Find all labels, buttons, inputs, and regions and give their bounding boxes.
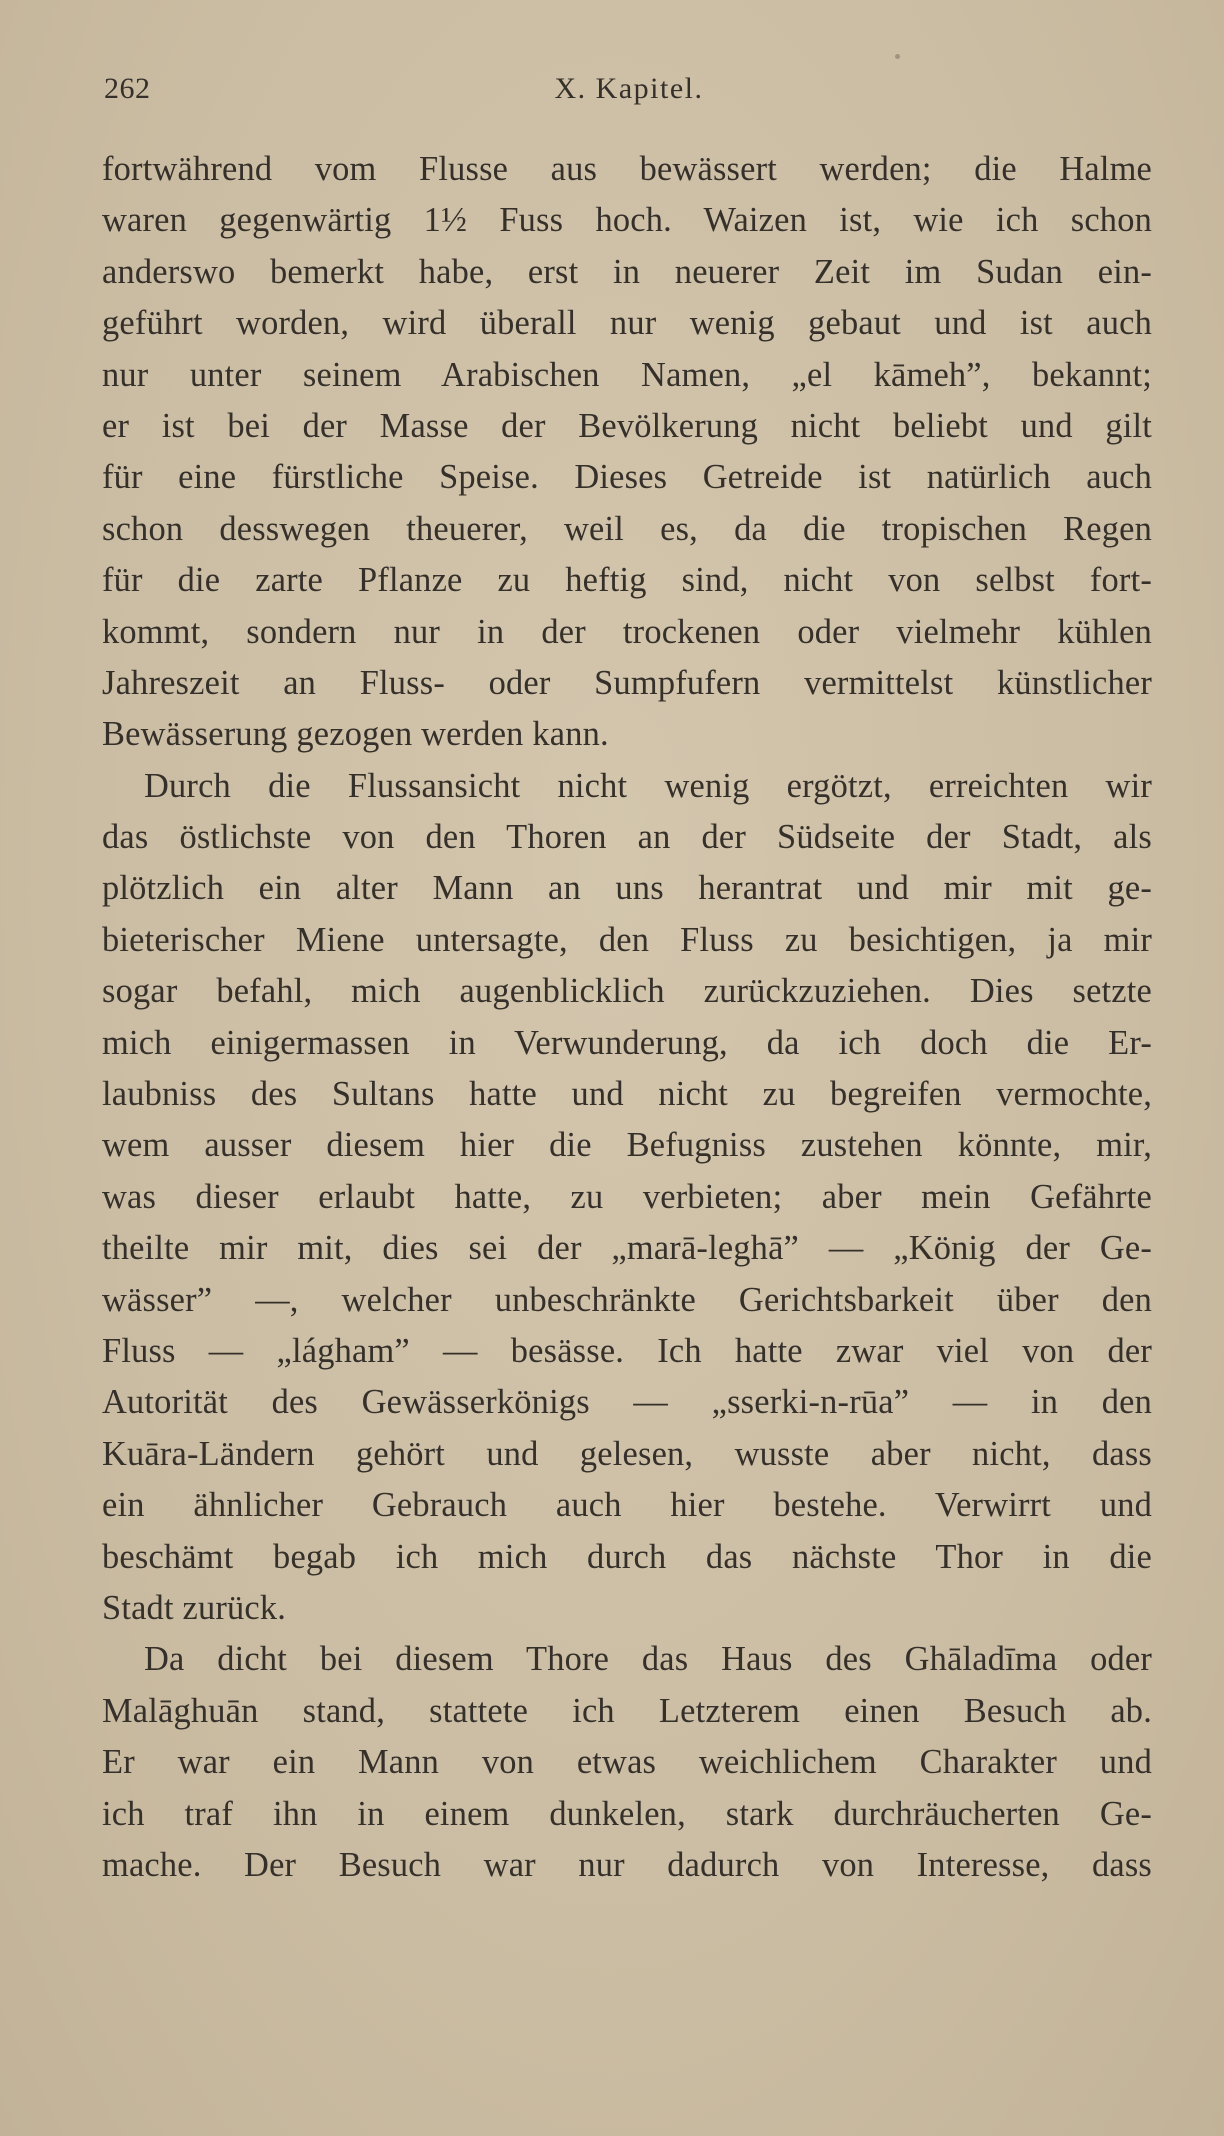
text-line: Er war ein Mann von etwas weichlichem Charakter und <box>102 1743 1152 1782</box>
text-line: Kuāra-Ländern gehört und gelesen, wusste aber nicht, dass <box>102 1434 1152 1473</box>
paragraph <box>102 144 1152 761</box>
text-line: wem ausser diesem hier die Befugniss zustehen könnte, mir, <box>102 1126 1152 1165</box>
page-header <box>104 72 1154 122</box>
text-line: plötzlich ein alter Mann an uns herantrat und mir mit ge- <box>102 869 1152 908</box>
text-line: Stadt zurück. <box>102 1588 287 1627</box>
text-line: fortwährend vom Flusse aus bewässert werden; die Halme <box>102 150 1152 188</box>
text-line: Jahreszeit an Fluss- oder Sumpfufern vermittelst künstlicher <box>102 663 1152 702</box>
paper-speck <box>895 54 900 59</box>
text-line: Durch die Flussansicht nicht wenig ergötzt, erreichten wir <box>144 766 1152 805</box>
text-line: bieterischer Miene untersagte, den Fluss zu besichtigen, ja mir <box>102 920 1152 959</box>
text-line: wässer” —, welcher unbeschränkte Gerichtsbarkeit über den <box>102 1280 1152 1319</box>
text-line: theilte mir mit, dies sei der „marā-leghā” — „König der Ge- <box>102 1229 1152 1268</box>
paragraph <box>102 761 1152 1635</box>
text-line: Fluss — „lágham” — besässe. Ich hatte zwar viel von der <box>102 1331 1152 1370</box>
text-line: mache. Der Besuch war nur dadurch von Interesse, dass <box>102 1845 1152 1884</box>
text-line: ein ähnlicher Gebrauch auch hier bestehe. Verwirrt und <box>102 1486 1152 1525</box>
text-line: Autorität des Gewässerkönigs — „sserki-n-rūa” — in den <box>102 1383 1152 1422</box>
text-line: für eine fürstliche Speise. Dieses Getreide ist natürlich auch <box>102 458 1152 497</box>
text-line: sogar befahl, mich augenblicklich zurückzuziehen. Dies setzte <box>102 972 1152 1011</box>
paragraph <box>102 1634 1152 1891</box>
page-number: 262 <box>104 72 151 105</box>
text-line: anderswo bemerkt habe, erst in neuerer Zeit im Sudan ein- <box>102 252 1152 291</box>
text-line: nur unter seinem Arabischen Namen, „el kāmeh”, bekannt; <box>102 355 1152 394</box>
text-line: ich traf ihn in einem dunkelen, stark durchräucherten Ge- <box>102 1794 1152 1833</box>
text-line: geführt worden, wird überall nur wenig gebaut und ist auch <box>102 304 1152 343</box>
text-line: Da dicht bei diesem Thore das Haus des Ghāladīma oder <box>144 1640 1152 1679</box>
text-line: laubniss des Sultans hatte und nicht zu begreifen vermochte, <box>102 1075 1152 1114</box>
text-line: Malāghuān stand, stattete ich Letzterem einen Besuch ab. <box>102 1691 1152 1730</box>
running-head: X. Kapitel. <box>554 72 704 105</box>
text-line: er ist bei der Masse der Bevölkerung nicht beliebt und gilt <box>102 406 1152 445</box>
text-line: Bewässerung gezogen werden kann. <box>102 715 609 754</box>
body-text <box>102 144 1152 1891</box>
text-line: schon desswegen theuerer, weil es, da die tropischen Regen <box>102 509 1152 548</box>
text-line: das östlichste von den Thoren an der Südseite der Stadt, als <box>102 818 1152 857</box>
text-line: mich einigermassen in Verwunderung, da ich doch die Er- <box>102 1023 1152 1062</box>
text-line: was dieser erlaubt hatte, zu verbieten; aber mein Gefährte <box>102 1177 1152 1216</box>
text-line: für die zarte Pflanze zu heftig sind, nicht von selbst fort- <box>102 561 1152 600</box>
text-line: kommt, sondern nur in der trockenen oder vielmehr kühlen <box>102 612 1152 651</box>
text-line: waren gegenwärtig 1½ Fuss hoch. Waizen ist, wie ich schon <box>102 201 1152 240</box>
text-line: beschämt begab ich mich durch das nächste Thor in die <box>102 1537 1152 1576</box>
